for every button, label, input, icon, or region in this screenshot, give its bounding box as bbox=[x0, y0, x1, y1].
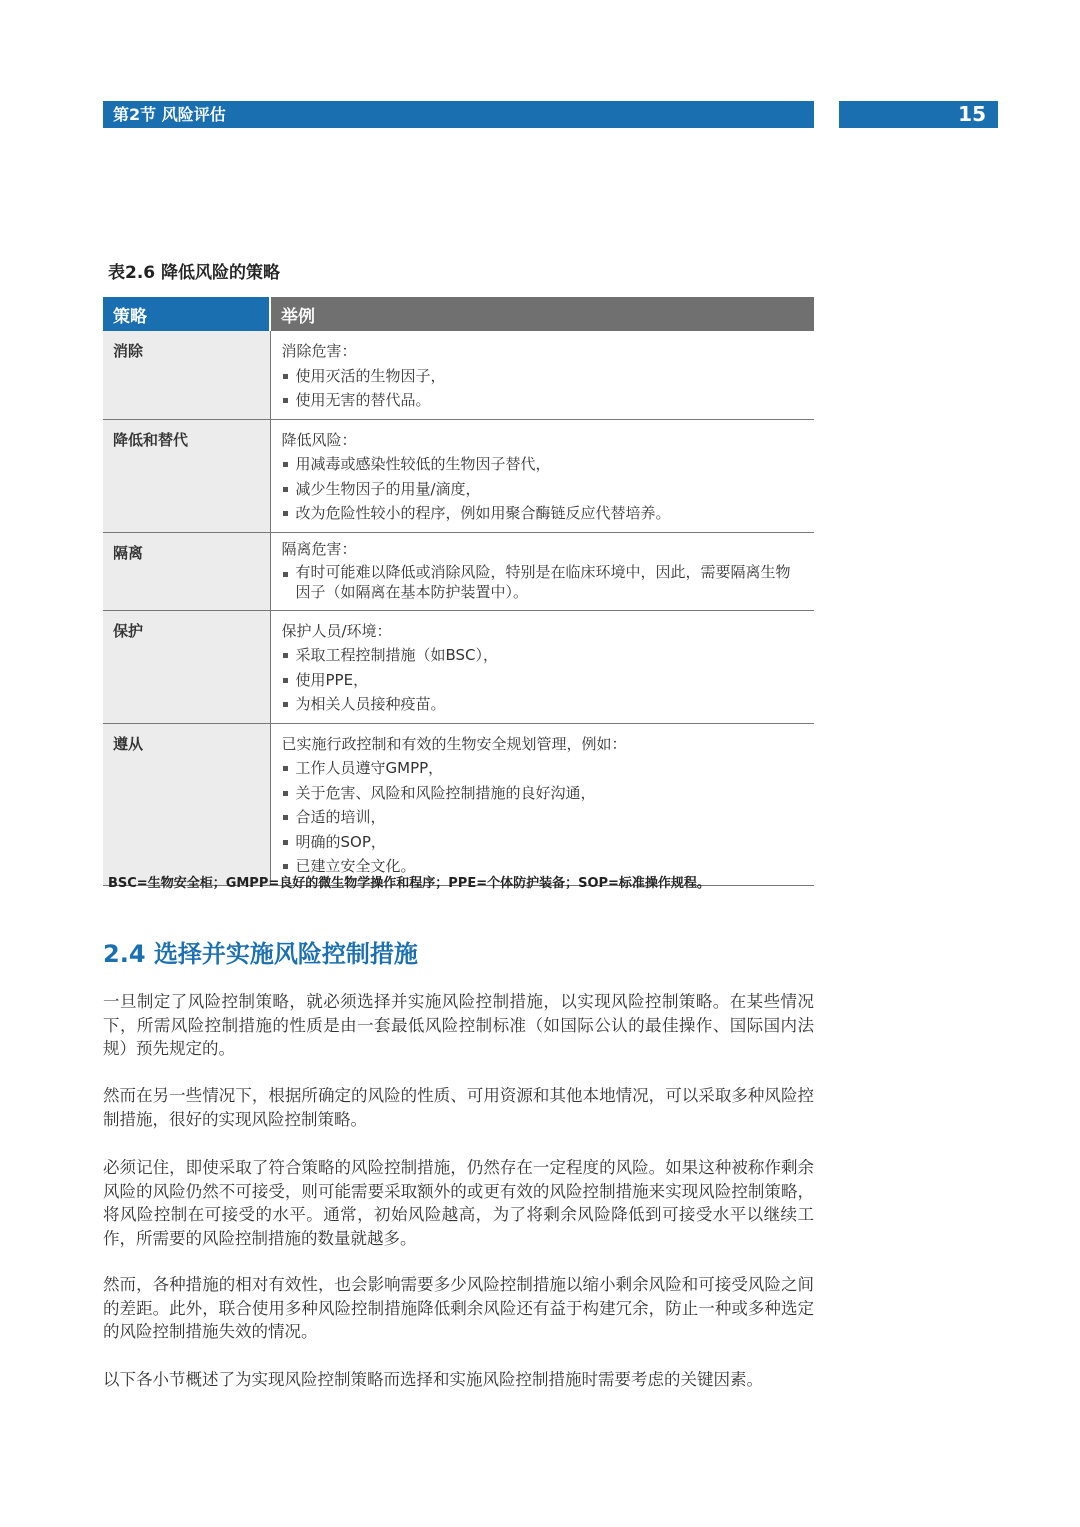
example-lead: 隔离危害： bbox=[281, 539, 357, 558]
example-lead: 已实施行政控制和有效的生物安全规划管理，例如： bbox=[281, 734, 627, 753]
table-caption: 表2.6 降低风险的策略 bbox=[108, 263, 281, 283]
example-list bbox=[282, 756, 805, 879]
body-paragraph bbox=[103, 1084, 814, 1131]
example-cell bbox=[270, 723, 814, 885]
strategy-cell: 消除 bbox=[103, 331, 270, 419]
list-item: 使用PPE， bbox=[282, 668, 805, 693]
paragraph-text: 必须记住，即使采取了符合策略的风险控制措施，仍然存在一定程度的风险。如果这种被称作剩余风险的风险仍然不可接受，则可能需要采取额外的或更有效的风险控制措施来实现风险控制策略，将风险控制在可接受的水平。通常，初始风险越高，为了将剩余风险降低到可接受水平以继续工作，所需要的风险控制措施的数量就越多。 bbox=[103, 1158, 814, 1249]
table-row bbox=[103, 610, 814, 723]
page-number: 15 bbox=[839, 101, 998, 128]
strategy-cell: 遵从 bbox=[103, 723, 270, 885]
list-item: 合适的培训， bbox=[282, 805, 805, 830]
header-strategy: 策略 bbox=[103, 297, 270, 331]
example-list bbox=[282, 364, 805, 413]
example-cell bbox=[270, 331, 814, 419]
paragraph-text: 一旦制定了风险控制策略，就必须选择并实施风险控制措施，以实现风险控制策略。在某些情况下，所需风险控制措施的性质是由一套最低风险控制标准（如国际公认的最佳操作、国际国内法规）预先规定的。 bbox=[103, 992, 814, 1059]
strategy-cell: 保护 bbox=[103, 610, 270, 723]
example-cell bbox=[270, 419, 814, 532]
list-item: 明确的SOP， bbox=[282, 830, 805, 855]
list-item: 关于危害、风险和风险控制措施的良好沟通， bbox=[282, 781, 805, 806]
strategy-cell: 降低和替代 bbox=[103, 419, 270, 532]
list-item: 已建立安全文化。 bbox=[282, 854, 805, 879]
table-row bbox=[103, 331, 814, 419]
list-item: 有时可能难以降低或消除风险，特别是在临床环境中，因此，需要隔离生物因子（如隔离在基本防护装置中）。 bbox=[282, 562, 805, 602]
example-list bbox=[282, 452, 805, 526]
example-list bbox=[282, 643, 805, 717]
list-item: 用减毒或感染性较低的生物因子替代， bbox=[282, 452, 805, 477]
table-row bbox=[103, 419, 814, 532]
paragraph-text: 然而，各种措施的相对有效性，也会影响需要多少风险控制措施以缩小剩余风险和可接受风险之间的差距。此外，联合使用多种风险控制措施降低剩余风险还有益于构建冗余，防止一种或多种选定的风险控制措施失效的情况。 bbox=[103, 1275, 814, 1342]
table-row bbox=[103, 532, 814, 610]
table-footnote: BSC=生物安全柜；GMPP=良好的微生物学操作和程序；PPE=个体防护装备；SOP=标准操作规程。 bbox=[108, 876, 710, 891]
header-example: 举例 bbox=[270, 297, 814, 331]
paragraph-text: 然而在另一些情况下，根据所确定的风险的性质、可用资源和其他本地情况，可以采取多种风险控制措施，很好的实现风险控制策略。 bbox=[103, 1086, 814, 1129]
body-paragraph bbox=[103, 1368, 814, 1392]
table-row bbox=[103, 723, 814, 885]
example-list bbox=[282, 562, 805, 602]
body-paragraph bbox=[103, 1156, 814, 1251]
body-paragraph bbox=[103, 990, 814, 1061]
list-item: 为相关人员接种疫苗。 bbox=[282, 692, 805, 717]
section-label: 第2节 风险评估 bbox=[113, 105, 226, 124]
table-header-row bbox=[103, 297, 814, 331]
example-lead: 保护人员/环境： bbox=[281, 621, 392, 640]
strategy-table bbox=[103, 297, 814, 886]
list-item: 减少生物因子的用量/滴度， bbox=[282, 477, 805, 502]
example-lead: 消除危害： bbox=[281, 342, 357, 360]
list-item: 采取工程控制措施（如BSC）， bbox=[282, 643, 805, 668]
body-paragraph bbox=[103, 1273, 814, 1344]
list-item: 使用灭活的生物因子， bbox=[282, 364, 805, 389]
section-header-bar bbox=[103, 101, 814, 128]
example-lead: 降低风险： bbox=[281, 430, 357, 449]
list-item: 工作人员遵守GMPP， bbox=[282, 756, 805, 781]
paragraph-text: 以下各小节概述了为实现风险控制策略而选择和实施风险控制措施时需要考虑的关键因素。 bbox=[103, 1370, 763, 1389]
example-cell bbox=[270, 532, 814, 610]
section-heading: 2.4 选择并实施风险控制措施 bbox=[103, 940, 418, 968]
list-item: 改为危险性较小的程序，例如用聚合酶链反应代替培养。 bbox=[282, 501, 805, 526]
strategy-cell: 隔离 bbox=[103, 532, 270, 610]
list-item: 使用无害的替代品。 bbox=[282, 388, 805, 413]
example-cell bbox=[270, 610, 814, 723]
